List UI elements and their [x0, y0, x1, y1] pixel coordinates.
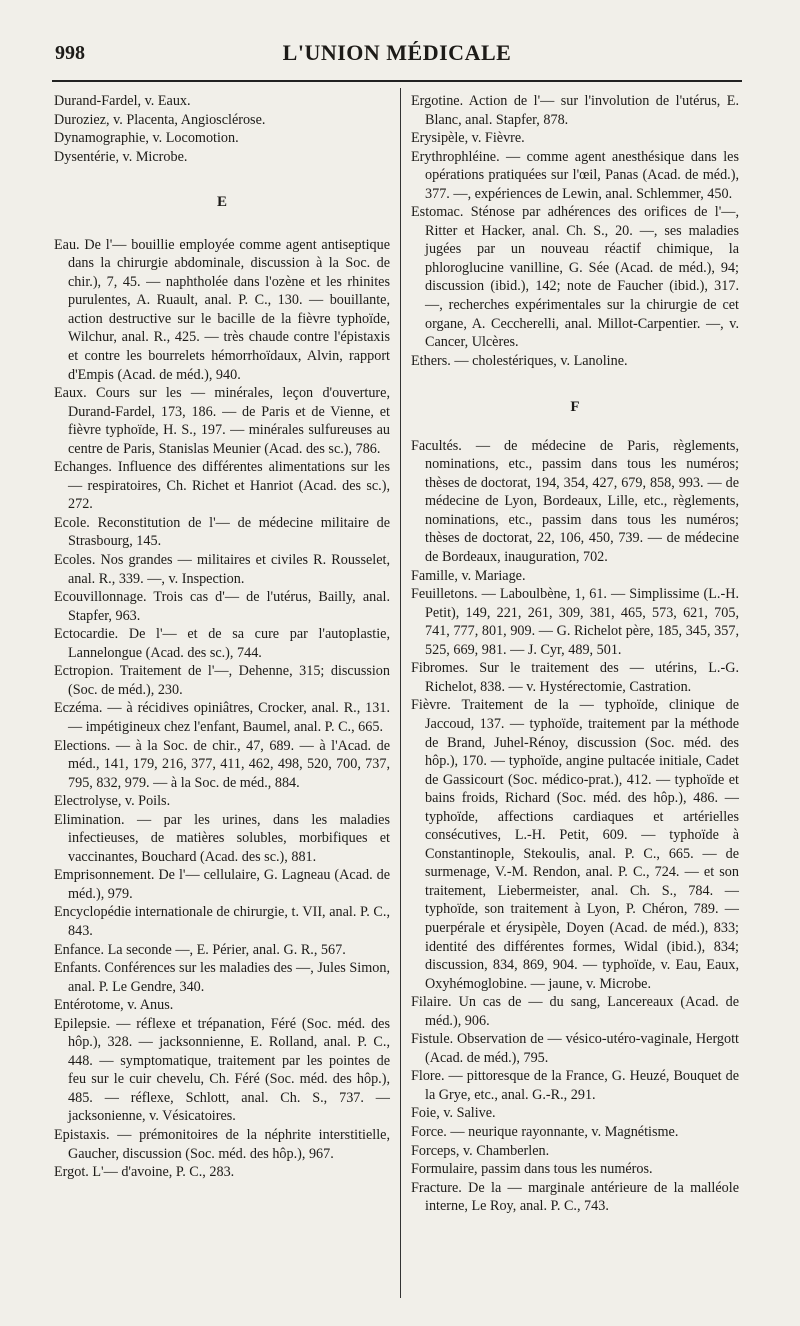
column-divider [400, 88, 401, 1298]
index-entry: Elimination. — par les urines, dans les maladies infectieuses, de matières solubles, morbifiques et vaccinantes, Bouchard (Acad. des sc.), 881. [54, 811, 390, 865]
index-entry: Foie, v. Salive. [411, 1105, 496, 1122]
index-entry: Filaire. Un cas de — du sang, Lancereaux (Acad. de méd.), 906. [411, 994, 739, 1029]
index-entry: Durand-Fardel, v. Eaux. [54, 93, 191, 109]
index-entry: Entérotome, v. Anus. [54, 997, 174, 1014]
index-entry: Epistaxis. — prémonitoires de la néphrite interstitielle, Gaucher, discussion (Soc. méd. des hôp.), 967. [54, 1126, 390, 1162]
index-entry: Feuilletons. — Laboulbène, 1, 61. — Simplissime (L.-H. Petit), 149, 221, 261, 309, 381, 465, 573, 621, 705, 741, 777, 801, 909. — G. Richelot père, 185, 345, 357, 525, 669, 981. — J. Cyr, 489, 501. [411, 586, 739, 658]
index-entry: Enfants. Conférences sur les maladies des —, Jules Simon, anal. P. Le Gendre, 340. [54, 960, 390, 995]
index-entry: Elections. — à la Soc. de chir., 47, 689. — à l'Acad. de méd., 141, 179, 216, 377, 411, 462, 498, 520, 700, 737, 795, 832, 979. — à la Soc. de méd., 884. [54, 737, 390, 791]
index-entry: Eczéma. — à récidives opiniâtres, Crocker, anal. R., 131. — impétigineux chez l'enfant, Baumel, anal. P. C., 665. [54, 700, 390, 735]
left-column [54, 92, 390, 1182]
index-entry: Enfance. La seconde —, E. Périer, anal. G. R., 567. [54, 941, 346, 958]
index-entry: Epilepsie. — réflexe et trépanation, Féré (Soc. méd. des hôp.), 328. — jacksonnienne, E. Rolland, anal. P. C., 448. — symptomatique, traitement par les pointes de feu sur le cuir chevelu, Ch. Féré (Soc. méd. des hôp.), 485. — réflexe, Schlott, anal. Ch. S., 737. — jacksonienne, v. Vésicatoires. [54, 1015, 390, 1125]
index-entry: Echanges. Influence des différentes alimentations sur les — respiratoires, Ch. Richet et Hanriot (Acad. des sc.), 272. [54, 459, 390, 513]
page-number: 998 [55, 42, 85, 64]
index-entry: Erysipèle, v. Fièvre. [411, 130, 525, 147]
index-entry: Ethers. — cholestériques, v. Lanoline. [411, 352, 628, 369]
section-letter: E [216, 194, 227, 211]
index-entry: Fistule. Observation de — vésico-utéro-vaginale, Hergott (Acad. de méd.), 795. [411, 1031, 739, 1066]
index-entry: Emprisonnement. De l'— cellulaire, G. Lagneau (Acad. de méd.), 979. [54, 867, 390, 902]
section-letter: F [570, 399, 580, 416]
index-entry: Facultés. — de médecine de Paris, règlements, nominations, etc., passim dans tous les numéros; thèses de doctorat, 194, 354, 427, 679, 858, 993. — de médecine de Lyon, Bordeaux, Lille, etc., règlements, nominations, etc., passim dans tous les numéros; thèses de doctorat, 22, 106, 450, 739. — de médecine de Bordeaux, inauguration, 702. [411, 437, 739, 566]
index-entry: Erythrophléine. — comme agent anesthésique dans les opérations pratiquées sur l'œil, Panas (Acad. de méd.), 377. —, expériences de Lewin, anal. Schlemmer, 450. [411, 148, 739, 202]
index-entry: Ectocardie. De l'— et de sa cure par l'autoplastie, Lannelongue (Acad. des sc.), 744. [54, 626, 390, 661]
index-entry: Dynamographie, v. Locomotion. [54, 130, 239, 147]
index-entry: Encyclopédie internationale de chirurgie, t. VII, anal. P. C., 843. [54, 904, 390, 939]
index-entry: Ergotine. Action de l'— sur l'involution de l'utérus, E. Blanc, anal. Stapfer, 878. [411, 93, 739, 128]
page-title: L'UNION MÉDICALE [282, 40, 512, 65]
index-entry: Ecoles. Nos grandes — militaires et civiles R. Rousselet, anal. R., 339. —, v. Inspection. [54, 552, 390, 587]
index-entry: Ectropion. Traitement de l'—, Dehenne, 315; discussion (Soc. de méd.), 230. [54, 663, 390, 698]
index-entry: Famille, v. Mariage. [411, 567, 526, 584]
index-entry: Formulaire, passim dans tous les numéros. [411, 1161, 653, 1178]
right-column [411, 92, 739, 1216]
index-entry: Estomac. Sténose par adhérences des orifices de l'—, Ritter et Hacker, anal. Ch. S., 20. —, ses maladies jugées par un nouveau réactif chimique, la phloroglucine vanilline, G. Sée (Acad. de méd.), 94; discussion (ibid.), 142; note de Faucher (ibid.), 317. —, recherches expérimentales sur la chirurgie de cet organe, A. Ceccherelli, anal. Millot-Carpentier. —, v. Cancer, Ulcères. [411, 204, 739, 351]
index-entry: Forceps, v. Chamberlen. [411, 1142, 550, 1159]
index-entry: Fracture. De la — marginale antérieure de la malléole interne, Le Roy, anal. P. C., 743. [411, 1179, 739, 1215]
index-entry: Fièvre. Traitement de la — typhoïde, clinique de Jaccoud, 137. — typhoïde, traitement par la méthode de Brand, Juhel-Rénoy, discussion (Soc. méd. des hôp.), 170. — typhoïde, angine pultacée initiale, Cadet de Gassicourt (Soc. médico-prat.), 412. — typhoïde et bains froids, Richard (Soc. méd. des hôp.), 486. — typhoïde, affections cardiaques et artérielles consécutives, L.-H. Petit, 609. — typhoïde à Constantinople, Stekoulis, anal. P. C., 665. — de surmenage, V.-M. Rendon, anal. P. C., 724. — et son traitement, Liebermeister, anal. Ch. S., 784. — typhoïde, son traitement à Lyon, P. Chéron, 789. — puerpérale et érysipèle, Doyen (Acad. de méd.), 833; identité des différentes formes, Widal (ibid.), 834; discussion, 834, 869, 904. — typhoïde, v. Eau, Eaux, Oxyhémoglobine. — jaune, v. Microbe. [411, 697, 739, 992]
index-entry: Duroziez, v. Placenta, Angiosclérose. [54, 111, 266, 128]
index-entry: Eaux. Cours sur les — minérales, leçon d'ouverture, Durand-Fardel, 173, 186. — de Paris et de Vienne, et fièvre typhoïde, H. S., 197. — minérales sulfureuses au centre de Paris, Stanislas Meunier (Acad. des sc.), 786. [54, 385, 390, 457]
page-header [52, 38, 742, 72]
index-entry: Ecole. Reconstitution de l'— de médecine militaire de Strasbourg, 145. [54, 514, 390, 550]
index-entry: Dysentérie, v. Microbe. [54, 148, 188, 165]
index-entry: Ergot. L'— d'avoine, P. C., 283. [54, 1164, 235, 1181]
index-entry: Flore. — pittoresque de la France, G. Heuzé, Bouquet de la Grye, etc., anal. G.-R., 291. [411, 1068, 739, 1103]
index-entry: Fibromes. Sur le traitement des — utérins, L.-G. Richelot, 838. — v. Hystérectomie, Castration. [411, 660, 739, 695]
index-entry: Eau. De l'— bouillie employée comme agent antiseptique dans la chirurgie abdominale, discussion à la Soc. de chir.), 7, 45. — naphtholée dans l'ozène et les rhinites purulentes, A. Ruault, anal. P. C., 130. — bouillante, action destructive sur le bacille de la fièvre typhoïde, Wilchur, anal. R., 425. — très chaude contre l'épistaxis et contre les bourrelets hémorrhoïdaux, Alvin, rapport d'Empis (Acad. de méd.), 940. [54, 236, 390, 383]
index-entry: Ecouvillonnage. Trois cas d'— de l'utérus, Bailly, anal. Stapfer, 963. [54, 589, 390, 624]
index-entry: Electrolyse, v. Poils. [54, 793, 171, 810]
index-entry: Force. — neurique rayonnante, v. Magnétisme. [411, 1123, 679, 1140]
header-rule [52, 80, 742, 82]
